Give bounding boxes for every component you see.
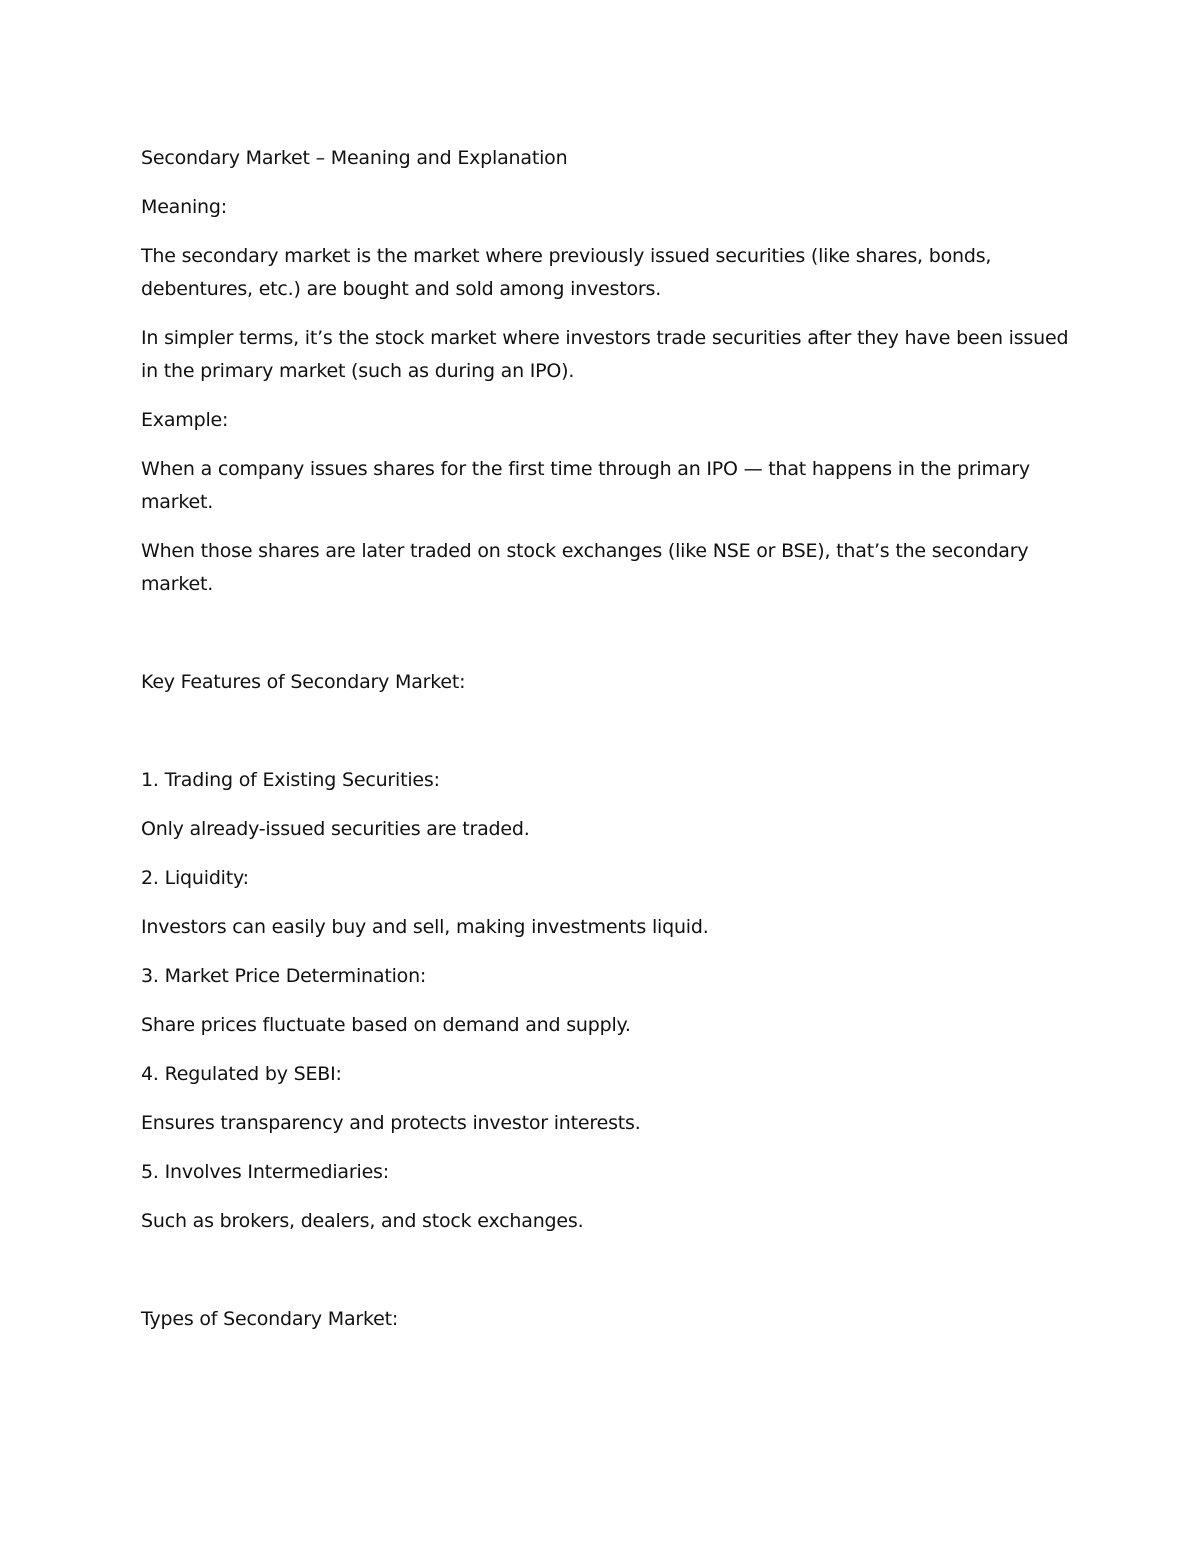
example-paragraph: When those shares are later traded on stock exchanges (like NSE or BSE), that’s the secondary market. (141, 540, 1029, 595)
feature-title: 4. Regulated by SEBI: (141, 1063, 342, 1085)
example-heading: Example: (141, 409, 229, 431)
features-heading: Key Features of Secondary Market: (141, 671, 466, 693)
feature-description: Such as brokers, dealers, and stock exchanges. (141, 1210, 584, 1232)
types-heading: Types of Secondary Market: (141, 1308, 399, 1330)
feature-title: 3. Market Price Determination: (141, 965, 427, 987)
example-paragraph: When a company issues shares for the first time through an IPO — that happens in the primary market. (141, 458, 1030, 513)
feature-description: Investors can easily buy and sell, making investments liquid. (141, 916, 709, 938)
meaning-paragraph: The secondary market is the market where previously issued securities (like shares, bonds, debentures, etc.) are bought and sold among investors. (141, 245, 992, 300)
feature-description: Only already-issued securities are traded. (141, 818, 530, 840)
meaning-heading: Meaning: (141, 196, 227, 218)
document-title: Secondary Market – Meaning and Explanation (141, 147, 568, 169)
feature-description: Share prices fluctuate based on demand and supply. (141, 1014, 631, 1036)
document-body (141, 142, 1071, 1352)
feature-title: 2. Liquidity: (141, 867, 249, 889)
feature-description: Ensures transparency and protects investor interests. (141, 1112, 641, 1134)
feature-title: 1. Trading of Existing Securities: (141, 769, 440, 791)
feature-title: 5. Involves Intermediaries: (141, 1161, 389, 1183)
meaning-paragraph: In simpler terms, it’s the stock market where investors trade securities after they have been issued in the primary market (such as during an IPO). (141, 327, 1069, 382)
